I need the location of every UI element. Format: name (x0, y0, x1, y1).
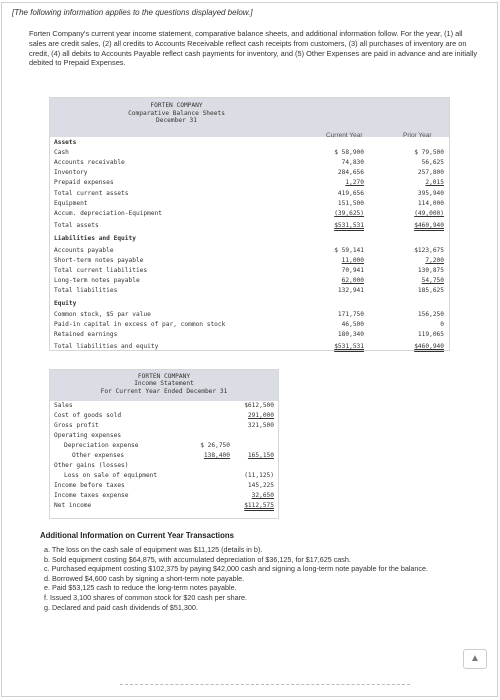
bs-row-prior: $ 79,500 (414, 149, 444, 157)
bs-row-prior: 395,940 (417, 189, 444, 197)
income-statement-header (50, 370, 278, 401)
is-row-label: Operating expenses (54, 432, 122, 439)
bs-row-current: $531,531 (334, 221, 364, 229)
bs-row-label: Total liabilities (54, 287, 118, 295)
bs-title-line: FORTEN COMPANY (150, 102, 203, 109)
is-row-label: Income taxes expense (54, 492, 129, 499)
bs-row-prior: 114,000 (417, 199, 444, 207)
is-row-label: Other expenses (72, 452, 125, 459)
bs-row-label: Equipment (54, 199, 88, 207)
bs-row-prior: 2,015 (425, 179, 444, 187)
is-title-line: For Current Year Ended December 31 (100, 387, 228, 395)
bs-row-label: Accum. depreciation-Equipment (54, 209, 163, 217)
balance-sheet-title (50, 102, 303, 125)
bs-row-current: 74,830 (341, 159, 364, 167)
additional-item: c. Purchased equipment costing $102,375 by paying $42,000 cash and signing a long-term note payable for the balance. (44, 564, 428, 574)
is-row-col2: 145,225 (247, 482, 274, 489)
bs-row-prior: 54,750 (421, 277, 444, 285)
bs-row-prior: 257,800 (417, 169, 444, 177)
is-row-col2: 165,150 (247, 452, 274, 459)
bs-row-current: (39,625) (334, 209, 364, 217)
income-statement-table (49, 369, 279, 519)
bs-row-prior: $460,940 (414, 221, 444, 229)
additional-item: b. Sold equipment costing $64,875, with accumulated depreciation of $36,125, for $17,625 cash. (44, 554, 351, 564)
bs-row-current: $531,531 (334, 342, 364, 350)
bs-row-label: Accounts receivable (54, 159, 125, 167)
is-row-label: Sales (54, 402, 73, 409)
bs-row-label: Prepaid expenses (54, 179, 114, 187)
col-header-prior: Prior Year (403, 132, 432, 139)
bs-row-prior: 119,065 (417, 330, 444, 338)
bs-row-label: Equity (54, 299, 77, 307)
is-row-label: Income before taxes (54, 482, 125, 489)
bs-row-current: 132,941 (337, 287, 364, 295)
page-divider (120, 684, 410, 685)
is-row-col1: 138,400 (203, 452, 230, 459)
bs-title-line: Comparative Balance Sheets (128, 109, 225, 117)
additional-item: g. Declared and paid cash dividends of $51,300. (44, 602, 198, 612)
is-title-line: Income Statement (134, 380, 194, 388)
bs-row-current: $ 59,141 (334, 247, 364, 254)
is-row-label: Gross profit (54, 422, 99, 429)
balance-sheet-header (50, 98, 449, 137)
bs-row-label: Total current assets (54, 189, 129, 197)
balance-sheet-table (49, 97, 450, 351)
is-row-col2: (11,125) (244, 472, 274, 479)
bs-row-current: 180,340 (337, 330, 364, 338)
bs-row-label: Common stock, $5 par value (54, 310, 151, 318)
col-header-current: Current Year (326, 132, 363, 139)
bs-row-label: Accounts payable (54, 247, 114, 254)
bs-row-label: Long-term notes payable (54, 277, 140, 285)
bs-row-prior: 156,250 (417, 310, 444, 318)
bs-row-prior: $460,940 (414, 342, 444, 350)
bs-row-current: 171,750 (337, 310, 364, 318)
bs-row-label: Liabilities and Equity (54, 234, 136, 242)
additional-item: d. Borrowed $4,600 cash by signing a short-term note payable. (44, 573, 245, 583)
bs-row-current: 11,000 (341, 257, 364, 265)
bs-title-line: December 31 (156, 117, 197, 125)
additional-item: e. Paid $53,125 cash to reduce the long-term notes payable. (44, 583, 237, 593)
additional-info-list (44, 545, 484, 612)
bs-row-label: Paid-in capital in excess of par, common stock (54, 320, 226, 328)
bs-row-label: Inventory (54, 169, 88, 177)
bs-row-current: $ 58,900 (334, 149, 364, 157)
scroll-top-button[interactable]: ▲ (463, 649, 487, 669)
bs-row-label: Total assets (54, 221, 99, 229)
is-row-col1: $ 26,750 (200, 442, 230, 449)
bs-row-prior: 185,625 (417, 287, 444, 295)
is-row-label: Net income (54, 502, 92, 509)
is-row-col2: 32,650 (251, 492, 274, 499)
additional-item: f. Issued 3,100 shares of common stock for $20 cash per share. (44, 592, 247, 602)
bs-row-current: 1,270 (345, 179, 364, 187)
bs-row-current: 70,941 (341, 267, 364, 275)
is-row-label: Depreciation expense (64, 442, 139, 449)
additional-info-title: Additional Information on Current Year Transactions (40, 531, 234, 540)
is-row-col2: 291,000 (247, 412, 274, 419)
bs-row-prior: (49,000) (414, 209, 444, 217)
bs-row-label: Cash (54, 149, 69, 157)
bs-row-prior: 56,625 (421, 159, 444, 167)
bs-row-current: 46,500 (341, 320, 364, 328)
is-row-label: Loss on sale of equipment (64, 472, 158, 479)
intro-paragraph: Forten Company's current year income statement, comparative balance sheets, and additional information follow. For the year, (1) all sales are credit sales, (2) all credits to Accounts Receivable reflect cash receipts from customers, (3) all purchases of inventory are on credit, (4) all debits to Accounts Payable reflect cash payments for inventory, and (5) Other Expenses are paid in advance and are initially debited to Prepaid Expenses. (29, 29, 478, 68)
is-row-label: Other gains (losses) (54, 462, 129, 469)
bs-row-prior: 0 (440, 320, 444, 328)
bs-row-current: 284,656 (337, 169, 364, 177)
bs-row-current: 151,500 (337, 199, 364, 207)
bs-row-prior: 7,200 (425, 257, 444, 265)
bs-row-label: Assets (54, 139, 77, 146)
bs-row-label: Total liabilities and equity (54, 342, 159, 350)
bs-row-label: Retained earnings (54, 330, 118, 338)
bs-row-label: Total current liabilities (54, 267, 148, 275)
bs-row-current: 62,000 (341, 277, 364, 285)
is-row-col2: $112,575 (244, 502, 274, 509)
income-statement-title (50, 373, 278, 395)
is-title-line: FORTEN COMPANY (137, 373, 191, 380)
bs-row-current: 419,656 (337, 189, 364, 197)
additional-item: a. The loss on the cash sale of equipment was $11,125 (details in b). (44, 545, 263, 554)
is-row-col2: 321,500 (247, 422, 274, 429)
is-row-label: Cost of goods sold (54, 412, 122, 419)
bs-row-label: Short-term notes payable (54, 257, 144, 265)
bs-row-prior: 130,875 (417, 267, 444, 275)
header-note: [The following information applies to the questions displayed below.] (12, 8, 253, 17)
is-row-col2: $612,500 (244, 402, 274, 409)
bs-row-prior: $123,675 (414, 247, 444, 254)
